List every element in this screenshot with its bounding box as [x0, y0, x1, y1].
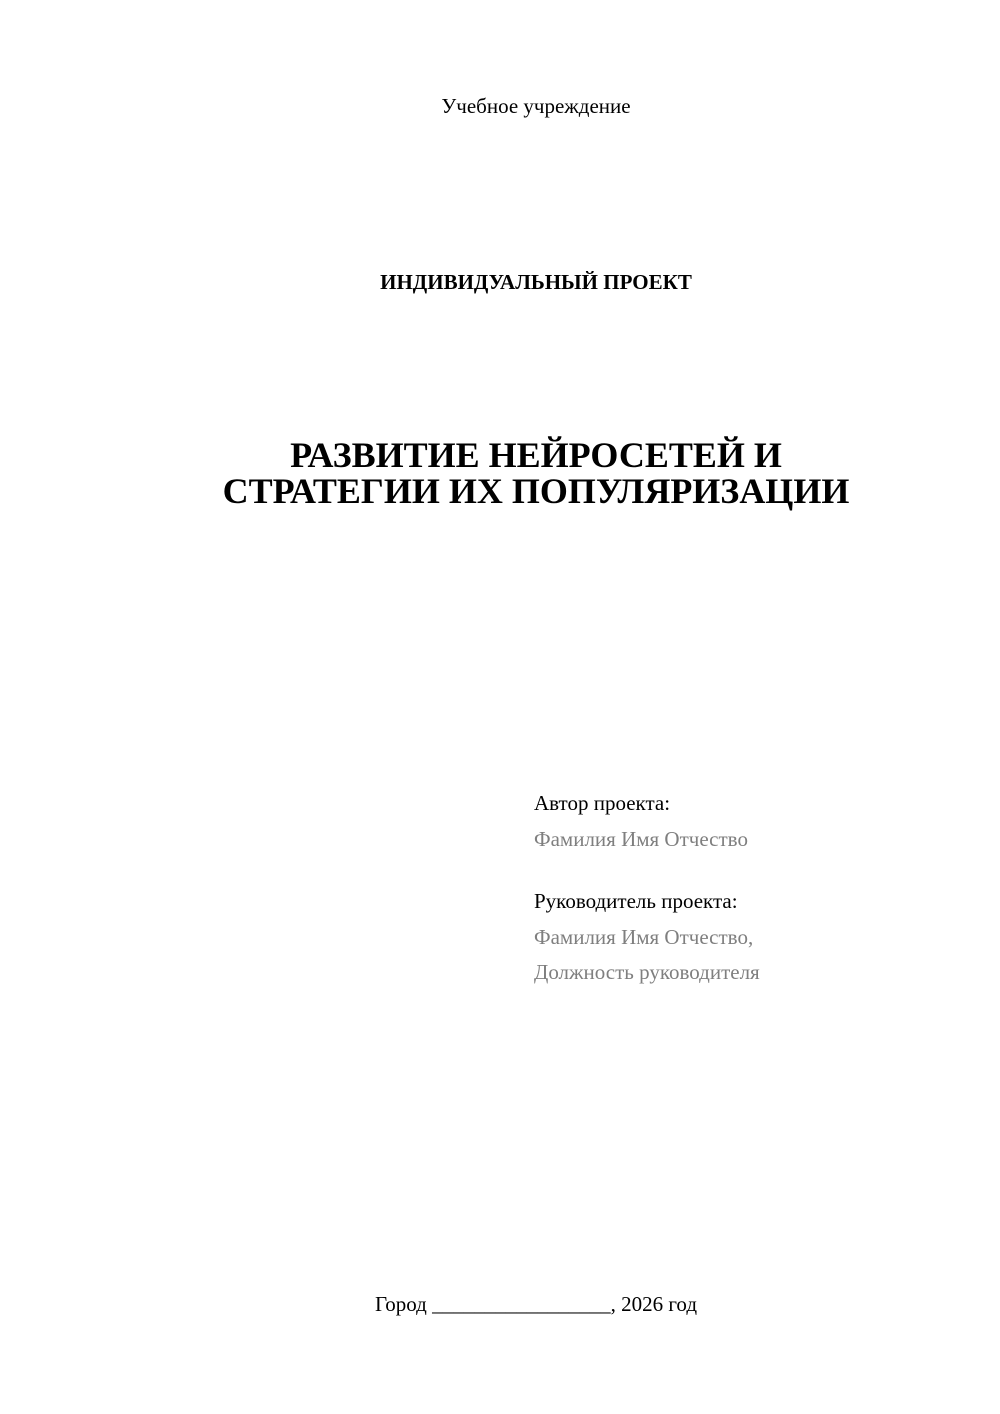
supervisor-block [534, 888, 974, 985]
author-name: Фамилия Имя Отчество [534, 827, 748, 851]
supervisor-label: Руководитель проекта: [534, 889, 738, 913]
supervisor-name: Фамилия Имя Отчество, [534, 925, 754, 949]
project-title-line-1: РАЗВИТИЕ НЕЙРОСЕТЕЙ И [290, 435, 782, 475]
supervisor-position: Должность руководителя [534, 960, 760, 984]
project-title-line-2: СТРАТЕГИИ ИХ ПОПУЛЯРИЗАЦИИ [222, 471, 850, 511]
author-block [534, 790, 974, 852]
project-title [0, 437, 1000, 509]
document-type: ИНДИВИДУАЛЬНЫЙ ПРОЕКТ [380, 270, 692, 294]
credits-block [534, 790, 974, 985]
institution-name: Учебное учреждение [441, 94, 631, 118]
author-label: Автор проекта: [534, 791, 671, 815]
city-year-footer: Город _________________, 2026 год [374, 1292, 698, 1316]
